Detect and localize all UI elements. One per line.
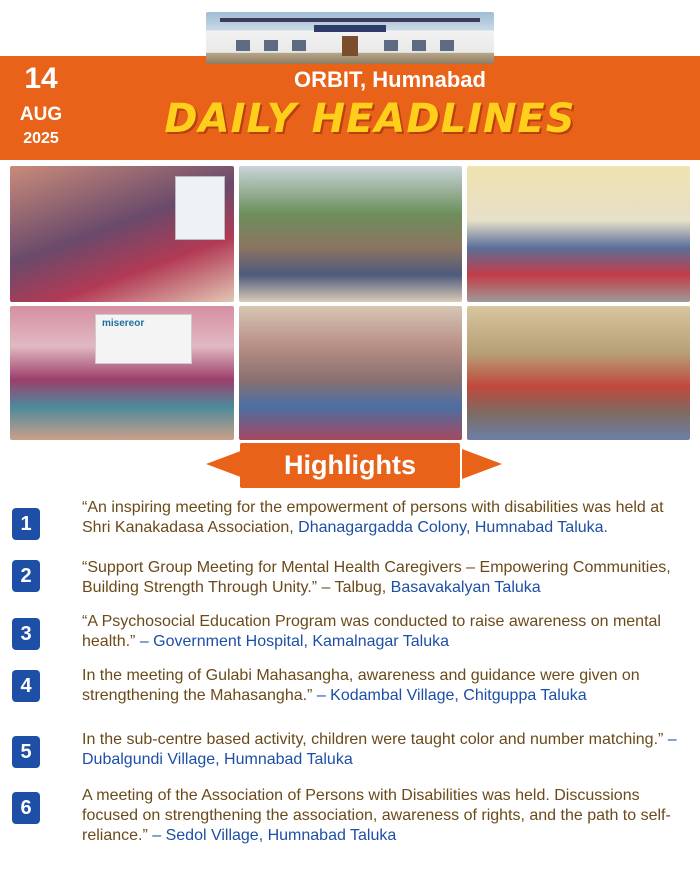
event-banner — [95, 314, 192, 364]
item-description: A meeting of the Association of Persons with Disabilities was held. Discussions focused on strengthening the association, awareness of rights, and the path to self-reliance.” — [82, 787, 671, 844]
item-text — [82, 612, 694, 652]
poster — [175, 176, 225, 240]
item-text — [82, 786, 694, 846]
item-text — [82, 498, 694, 538]
item-location: – Dubalgundi Village, Humnabad Taluka — [82, 731, 677, 768]
item-location: Dhanagargadda Colony, Humnabad Taluka. — [298, 519, 608, 536]
highlights-heading: Highlights — [240, 443, 460, 488]
item-number-badge: 4 — [12, 670, 40, 702]
item-location: Basavakalyan Taluka — [390, 579, 541, 596]
date-month: AUG — [19, 104, 63, 125]
item-description: “Support Group Meeting for Mental Health Caregivers – Empowering Communities, Building Strength Through Unity.” – Talbug, — [82, 559, 671, 596]
banner-text: misereor — [102, 318, 145, 329]
office-building-photo — [206, 12, 494, 64]
date-day: 14 — [24, 62, 58, 95]
item-number-badge: 3 — [12, 618, 40, 650]
item-description: In the meeting of Gulabi Mahasangha, awareness and guidance were given on strengthening the Mahasangha.” — [82, 667, 640, 704]
item-description: In the sub-centre based activity, children were taught color and number matching.” — [82, 731, 668, 748]
photo-grid — [10, 166, 690, 440]
photo-meeting-disabilities — [10, 166, 234, 302]
photo-hospital-waiting — [467, 166, 690, 302]
item-text — [82, 666, 694, 706]
photo-children-activity — [239, 306, 462, 440]
date-block — [0, 56, 82, 160]
item-text — [82, 730, 694, 770]
item-description: “An inspiring meeting for the empowerment of persons with disabilities was held at Shri Kanakadasa Association, — [82, 499, 664, 536]
item-location: – Sedol Village, Humnabad Taluka — [152, 827, 397, 844]
ribbon-right-arrow — [462, 449, 502, 479]
photo-mahasangha-meeting — [10, 306, 234, 440]
item-location: – Government Hospital, Kamalnagar Taluka — [139, 633, 450, 650]
page-title: DAILY HEADLINES — [164, 96, 576, 142]
item-number-badge: 2 — [12, 560, 40, 592]
photo-association-meeting — [467, 306, 690, 440]
item-description: “A Psychosocial Education Program was conducted to raise awareness on mental health.” — [82, 613, 661, 650]
item-location: – Kodambal Village, Chitguppa Taluka — [316, 687, 587, 704]
photo-outdoor-group — [239, 166, 462, 302]
item-number-badge: 6 — [12, 792, 40, 824]
org-name: ORBIT, Humnabad — [294, 67, 486, 92]
item-number-badge: 1 — [12, 508, 40, 540]
date-year: 2025 — [23, 130, 59, 147]
item-number-badge: 5 — [12, 736, 40, 768]
item-text — [82, 558, 694, 598]
